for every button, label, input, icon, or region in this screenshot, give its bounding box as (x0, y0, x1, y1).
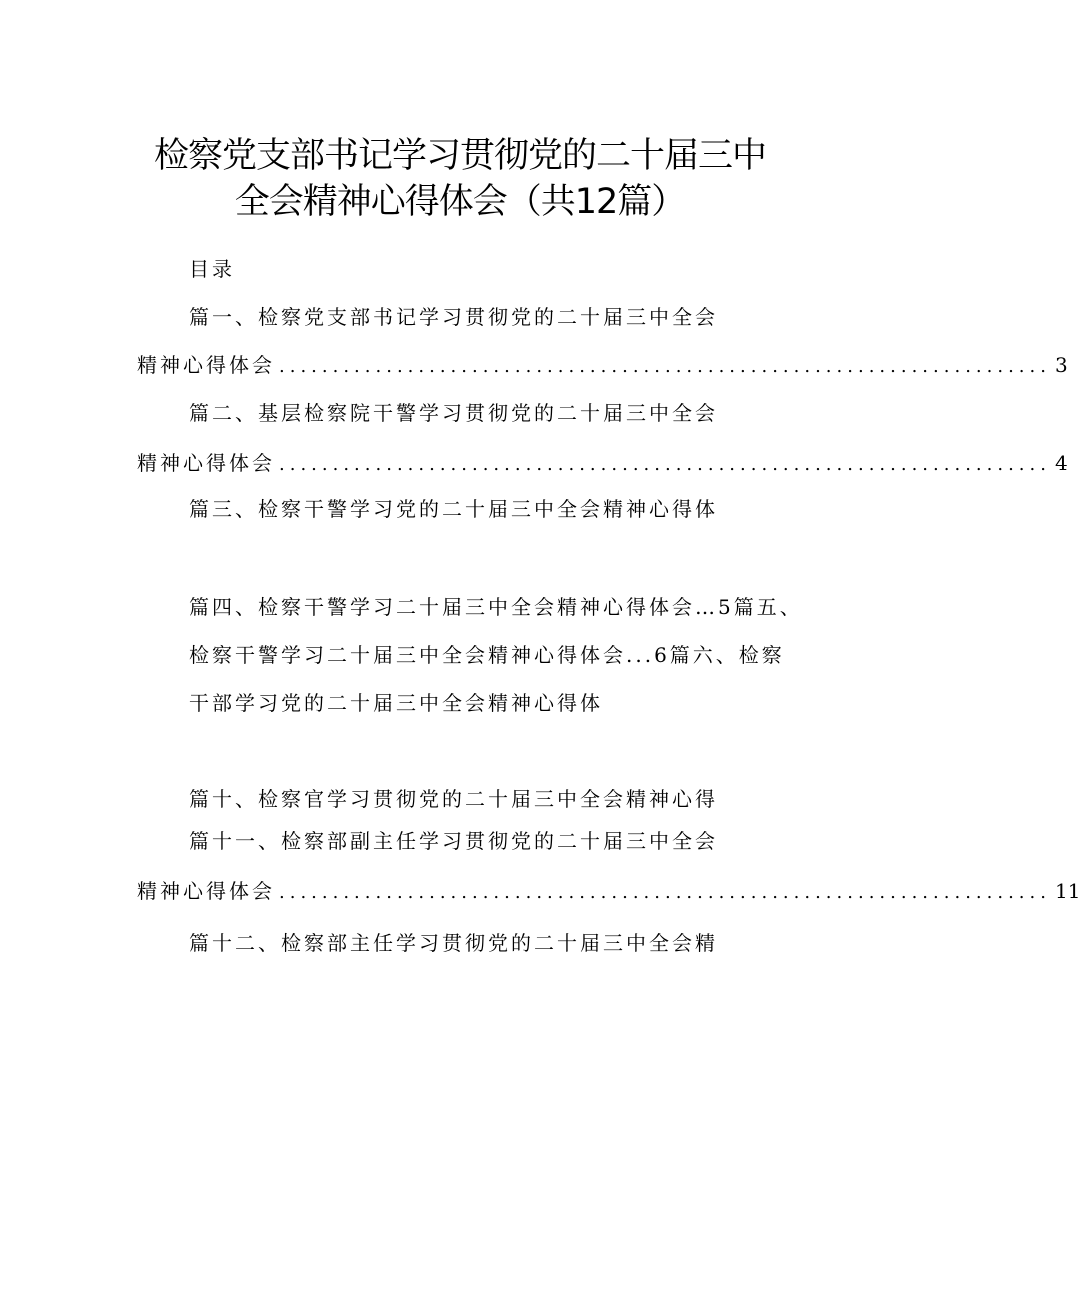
document-title-line-2: 全会精神心得体会（共12篇） (234, 182, 686, 222)
toc-entry-11-row (137, 877, 1080, 907)
toc-entry-2-page: 4 (1054, 451, 1068, 475)
toc-entry-1-row (137, 351, 1068, 381)
toc-entry-1-page: 3 (1054, 353, 1068, 377)
toc-entry-1-line-2: 精神心得体会 (137, 353, 275, 377)
toc-leader-dots: ........................................................................ (279, 454, 1051, 475)
toc-entry-2-line-2: 精神心得体会 (137, 451, 275, 475)
toc-leader-dots: ........................................................................ (279, 356, 1051, 377)
toc-entry-1-line-1: 篇一、检察党支部书记学习贯彻党的二十届三中全会 (189, 305, 718, 329)
toc-entry-10-line-1: 篇十、检察官学习贯彻党的二十届三中全会精神心得 (189, 787, 718, 811)
toc-entry-2-row (137, 449, 1068, 479)
document-title-line-1: 检察党支部书记学习贯彻党的二十届三中 (153, 136, 766, 176)
toc-leader-dots: ........................................................................ (279, 882, 1051, 903)
toc-heading: 目录 (189, 257, 235, 281)
toc-entry-11-line-1: 篇十一、检察部副主任学习贯彻党的二十届三中全会 (189, 829, 718, 853)
toc-entry-4-line-3: 干部学习党的二十届三中全会精神心得体 (189, 691, 603, 715)
toc-entry-2-line-1: 篇二、基层检察院干警学习贯彻党的二十届三中全会 (189, 401, 718, 425)
toc-entry-4-line-2: 检察干警学习二十届三中全会精神心得体会...6篇六、检察 (189, 643, 785, 667)
toc-entry-11-page: 11 (1054, 879, 1080, 903)
toc-entry-3-line-1: 篇三、检察干警学习党的二十届三中全会精神心得体 (189, 497, 718, 521)
toc-entry-12-line-1: 篇十二、检察部主任学习贯彻党的二十届三中全会精 (189, 931, 718, 955)
toc-entry-11-line-2: 精神心得体会 (137, 879, 275, 903)
toc-entry-4-line-1: 篇四、检察干警学习二十届三中全会精神心得体会…5篇五、 (189, 595, 803, 619)
